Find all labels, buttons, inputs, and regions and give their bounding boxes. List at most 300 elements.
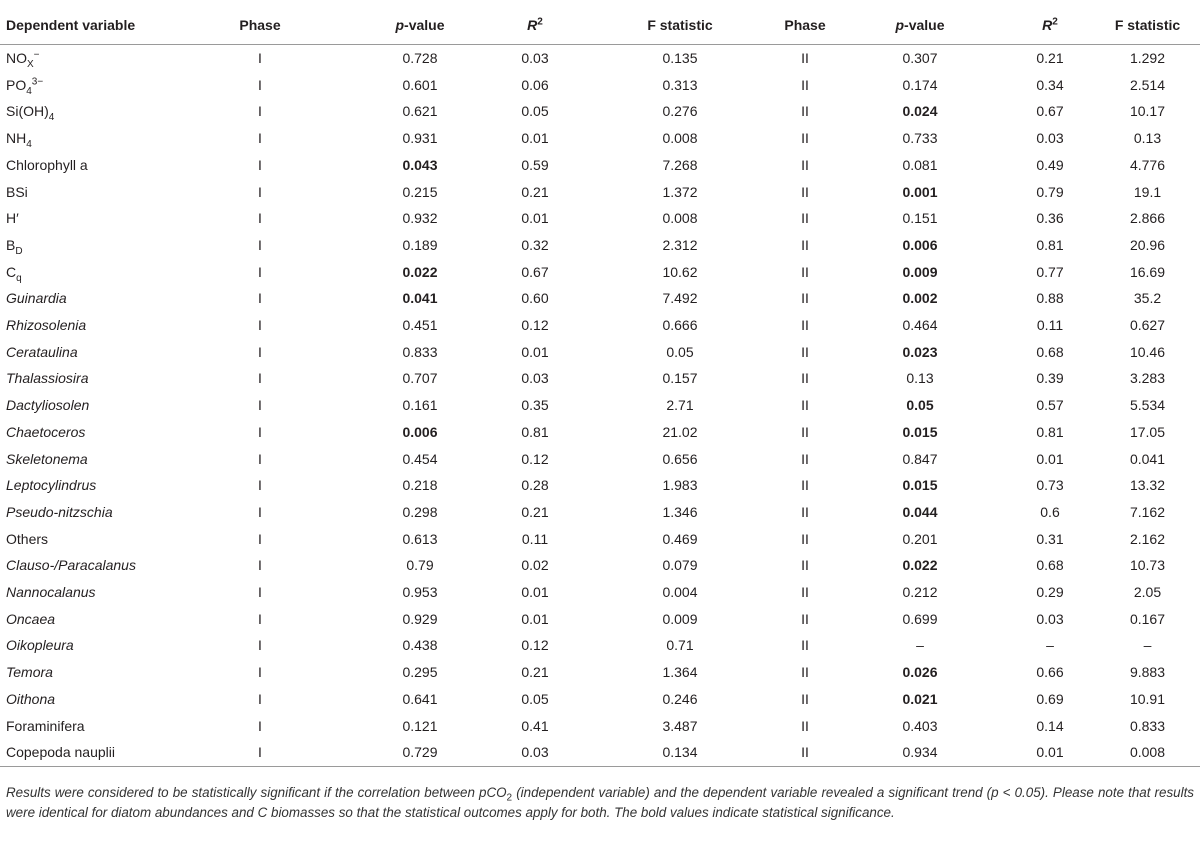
variable-subscript: q [16, 272, 22, 284]
cell-r2-1: 0.01 [521, 210, 549, 227]
header-f-statistic-1: F statistic [585, 6, 775, 45]
table-row [0, 552, 1200, 579]
cell-p-value-2: 0.009 [902, 263, 938, 280]
header-phase-1: Phase [165, 6, 355, 45]
cell-dependent-variable [0, 686, 165, 713]
cell-f-statistic-1: 0.008 [662, 130, 698, 147]
cell-r2-1: 0.41 [521, 717, 549, 734]
cell-p-value-1: 0.218 [402, 477, 438, 494]
header-row [0, 6, 1200, 45]
cell-r2-1: 0.11 [521, 530, 549, 547]
cell-r2-2: – [1046, 637, 1054, 654]
cell-p-value-2: 0.174 [902, 76, 938, 93]
variable-name: Oikopleura [6, 637, 74, 654]
cell-r2-2: 0.68 [1036, 557, 1064, 574]
cell-phase-1: I [258, 156, 262, 173]
header-p-value-1: p-value [355, 6, 485, 45]
table-row [0, 713, 1200, 740]
table-row [0, 98, 1200, 125]
cell-phase-1: I [258, 637, 262, 654]
cell-p-value-2: 0.151 [902, 210, 938, 227]
cell-f-statistic-1: 0.313 [662, 76, 698, 93]
variable-name: Chlorophyll a [6, 156, 88, 173]
cell-phase-1: I [258, 317, 262, 334]
cell-p-value-2: 0.081 [902, 156, 938, 173]
cell-r2-1: 0.05 [521, 690, 549, 707]
cell-phase-2: II [801, 690, 809, 707]
table-row [0, 125, 1200, 152]
cell-phase-2: II [801, 183, 809, 200]
table-row [0, 285, 1200, 312]
cell-f-statistic-2: 10.91 [1129, 690, 1166, 707]
cell-p-value-1: 0.043 [402, 156, 438, 173]
cell-phase-1: I [258, 530, 262, 547]
cell-p-value-2: 0.05 [906, 397, 934, 414]
cell-f-statistic-2: 0.041 [1129, 450, 1166, 467]
table-row [0, 45, 1200, 72]
cell-r2-1: 0.28 [521, 477, 549, 494]
variable-name: Cerataulina [6, 343, 78, 360]
variable-name: Rhizosolenia [6, 317, 87, 334]
variable-name: B [6, 236, 16, 253]
cell-phase-1: I [258, 210, 262, 227]
cell-dependent-variable [0, 125, 165, 152]
cell-phase-1: I [258, 717, 262, 734]
cell-r2-2: 0.69 [1036, 690, 1064, 707]
variable-name: Oithona [6, 690, 56, 707]
variable-name: Guinardia [6, 290, 67, 307]
cell-phase-2: II [801, 317, 809, 334]
cell-f-statistic-1: 0.079 [662, 557, 698, 574]
cell-f-statistic-2: 5.534 [1129, 397, 1166, 414]
table-body [0, 45, 1200, 767]
cell-phase-2: II [801, 664, 809, 681]
cell-p-value-1: 0.295 [402, 664, 438, 681]
variable-superscript: − [33, 49, 40, 61]
table-row [0, 419, 1200, 446]
variable-name: Foraminifera [6, 717, 85, 734]
cell-phase-1: I [258, 477, 262, 494]
variable-name: Leptocylindrus [6, 477, 97, 494]
cell-p-value-1: 0.438 [402, 637, 438, 654]
variable-name: C [6, 263, 17, 280]
cell-p-value-1: 0.454 [402, 450, 438, 467]
cell-phase-2: II [801, 450, 809, 467]
table-row [0, 446, 1200, 473]
cell-r2-1: 0.67 [521, 263, 549, 280]
cell-p-value-1: 0.641 [402, 690, 438, 707]
cell-p-value-1: 0.621 [402, 103, 438, 120]
cell-dependent-variable [0, 606, 165, 633]
cell-r2-1: 0.12 [521, 317, 549, 334]
cell-r2-2: 0.81 [1036, 423, 1064, 440]
table-row [0, 152, 1200, 179]
cell-p-value-2: 0.015 [902, 423, 938, 440]
cell-r2-2: 0.31 [1036, 530, 1064, 547]
cell-r2-2: 0.79 [1036, 183, 1064, 200]
header-dependent-variable: Dependent variable [0, 6, 165, 45]
cell-f-statistic-1: 0.004 [662, 584, 698, 601]
cell-f-statistic-2: 7.162 [1129, 503, 1166, 520]
cell-r2-2: 0.39 [1036, 370, 1064, 387]
table-row [0, 259, 1200, 286]
variable-name: Others [6, 530, 49, 547]
cell-dependent-variable [0, 259, 165, 286]
cell-dependent-variable [0, 552, 165, 579]
cell-p-value-1: 0.298 [402, 503, 438, 520]
cell-r2-2: 0.34 [1036, 76, 1064, 93]
cell-p-value-2: 0.026 [902, 664, 938, 681]
table-row [0, 526, 1200, 553]
variable-name: NO [6, 50, 27, 66]
table-row [0, 72, 1200, 99]
cell-p-value-1: 0.121 [402, 717, 438, 734]
cell-f-statistic-1: 3.487 [662, 717, 698, 734]
cell-phase-2: II [801, 130, 809, 147]
cell-phase-2: II [801, 557, 809, 574]
cell-f-statistic-1: 7.268 [662, 156, 698, 173]
cell-phase-1: I [258, 423, 262, 440]
cell-phase-2: II [801, 397, 809, 414]
cell-p-value-1: 0.953 [402, 584, 438, 601]
cell-r2-2: 0.11 [1036, 317, 1064, 334]
cell-f-statistic-1: 0.276 [662, 103, 698, 120]
cell-f-statistic-2: 0.167 [1129, 610, 1166, 627]
cell-p-value-1: 0.932 [402, 210, 438, 227]
cell-p-value-2: 0.733 [902, 130, 938, 147]
cell-phase-1: I [258, 183, 262, 200]
cell-f-statistic-1: 0.71 [666, 637, 694, 654]
cell-r2-2: 0.88 [1036, 290, 1064, 307]
cell-f-statistic-1: 21.02 [662, 423, 698, 440]
cell-r2-1: 0.12 [521, 450, 549, 467]
cell-f-statistic-2: 2.05 [1133, 584, 1162, 601]
cell-f-statistic-2: 35.2 [1133, 290, 1162, 307]
cell-f-statistic-1: 0.246 [662, 690, 698, 707]
cell-r2-2: 0.67 [1036, 103, 1064, 120]
cell-dependent-variable [0, 72, 165, 99]
variable-name: Si(OH) [6, 103, 49, 120]
cell-phase-1: I [258, 690, 262, 707]
cell-r2-1: 0.59 [521, 156, 549, 173]
cell-r2-1: 0.12 [521, 637, 549, 654]
cell-dependent-variable [0, 312, 165, 339]
variable-subscript: 4 [26, 138, 32, 150]
table-row [0, 499, 1200, 526]
variable-name: Nannocalanus [6, 584, 96, 601]
table-row [0, 579, 1200, 606]
table-row [0, 312, 1200, 339]
table-row [0, 472, 1200, 499]
cell-f-statistic-1: 0.008 [662, 210, 698, 227]
cell-p-value-1: 0.161 [402, 397, 438, 414]
cell-phase-1: I [258, 450, 262, 467]
cell-phase-1: I [258, 664, 262, 681]
cell-f-statistic-1: 2.312 [662, 236, 698, 253]
cell-r2-1: 0.35 [521, 397, 549, 414]
table-row [0, 659, 1200, 686]
table-row [0, 686, 1200, 713]
variable-superscript: 3− [31, 76, 44, 88]
cell-r2-1: 0.32 [521, 236, 549, 253]
cell-r2-1: 0.01 [521, 130, 549, 147]
cell-r2-1: 0.01 [521, 584, 549, 601]
cell-r2-1: 0.21 [521, 503, 549, 520]
cell-p-value-2: 0.464 [902, 317, 938, 334]
table-row [0, 205, 1200, 232]
cell-r2-1: 0.03 [485, 739, 585, 766]
cell-phase-2: II [801, 503, 809, 520]
variable-name: BSi [6, 183, 28, 200]
cell-f-statistic-1: 1.364 [662, 664, 698, 681]
cell-f-statistic-1: 1.983 [662, 477, 698, 494]
cell-f-statistic-1: 0.157 [662, 370, 698, 387]
variable-name: Temora [6, 664, 53, 681]
cell-p-value-1: 0.189 [402, 236, 438, 253]
cell-f-statistic-2: 4.776 [1129, 156, 1166, 173]
table-row [0, 392, 1200, 419]
cell-p-value-2: 0.934 [835, 739, 1005, 766]
cell-phase-2: II [801, 50, 809, 66]
cell-r2-2: 0.21 [1036, 50, 1064, 66]
cell-phase-2: II [801, 236, 809, 253]
cell-dependent-variable [0, 285, 165, 312]
cell-dependent-variable [0, 499, 165, 526]
cell-phase-2: II [801, 423, 809, 440]
cell-f-statistic-2: 2.514 [1129, 76, 1166, 93]
cell-r2-2: 0.36 [1036, 210, 1064, 227]
header-r2-1: $R^2$ [485, 6, 585, 45]
cell-r2-2: 0.66 [1036, 664, 1064, 681]
cell-p-value-2: 0.024 [902, 103, 938, 120]
cell-r2-1: 0.03 [521, 50, 549, 66]
footnote-subscript: 2 [506, 792, 513, 804]
variable-subscript: 4 [26, 85, 32, 97]
cell-phase-2: II [801, 637, 809, 654]
cell-phase-1: I [258, 610, 262, 627]
cell-phase-1: I [258, 370, 262, 387]
cell-p-value-1: 0.022 [402, 263, 438, 280]
header-phase-2: Phase [775, 6, 835, 45]
cell-f-statistic-1: 0.05 [666, 343, 694, 360]
cell-f-statistic-1: 0.469 [662, 530, 698, 547]
table-row [0, 632, 1200, 659]
cell-dependent-variable [0, 579, 165, 606]
cell-dependent-variable [0, 179, 165, 206]
cell-p-value-2: 0.044 [902, 503, 938, 520]
cell-dependent-variable [0, 713, 165, 740]
cell-f-statistic-2: 0.008 [1095, 739, 1200, 766]
cell-r2-2: 0.29 [1036, 584, 1064, 601]
cell-r2-2: 0.49 [1036, 156, 1064, 173]
cell-phase-2: II [801, 343, 809, 360]
cell-p-value-2: 0.002 [902, 290, 938, 307]
variable-name: Dactyliosolen [6, 397, 90, 414]
cell-p-value-2: 0.006 [902, 236, 938, 253]
cell-p-value-2: 0.001 [902, 183, 938, 200]
cell-f-statistic-2: 0.627 [1129, 317, 1166, 334]
cell-f-statistic-2: – [1143, 637, 1152, 654]
variable-subscript: D [15, 245, 23, 257]
cell-phase-2: II [801, 584, 809, 601]
variable-name: Oncaea [6, 610, 56, 627]
table-row [0, 606, 1200, 633]
cell-f-statistic-1: 0.135 [662, 50, 698, 66]
table-row [0, 179, 1200, 206]
variable-name: Pseudo-nitzschia [6, 503, 113, 520]
cell-phase-1: I [258, 236, 262, 253]
cell-f-statistic-2: 19.1 [1133, 183, 1162, 200]
cell-r2-1: 0.06 [521, 76, 549, 93]
variable-name: Clauso-/Paracalanus [6, 557, 136, 574]
variable-name: PO [6, 76, 27, 93]
header-f-statistic-2: F statistic [1095, 6, 1200, 45]
cell-p-value-1: 0.613 [402, 530, 438, 547]
cell-dependent-variable [0, 526, 165, 553]
cell-phase-1: I [258, 263, 262, 280]
cell-f-statistic-1: 7.492 [662, 290, 698, 307]
cell-p-value-2: – [916, 637, 924, 654]
cell-phase-1: I [258, 343, 262, 360]
cell-dependent-variable [0, 152, 165, 179]
cell-r2-2: 0.03 [1036, 610, 1064, 627]
cell-f-statistic-2: 10.46 [1129, 343, 1166, 360]
cell-r2-2: 0.81 [1036, 236, 1064, 253]
cell-f-statistic-1: 1.372 [662, 183, 698, 200]
cell-dependent-variable [0, 365, 165, 392]
variable-subscript: X [27, 58, 34, 70]
cell-p-value-2: 0.212 [902, 584, 938, 601]
cell-r2-2: 0.03 [1036, 130, 1064, 147]
cell-p-value-2: 0.307 [902, 50, 938, 66]
cell-f-statistic-2: 0.833 [1129, 717, 1166, 734]
cell-r2-1: 0.03 [521, 370, 549, 387]
cell-phase-1: I [258, 557, 262, 574]
cell-p-value-1: 0.929 [402, 610, 438, 627]
cell-r2-1: 0.60 [521, 290, 549, 307]
cell-phase-1: I [258, 50, 262, 66]
cell-r2-2: 0.68 [1036, 343, 1064, 360]
cell-p-value-1: 0.833 [402, 343, 438, 360]
cell-f-statistic-1: 2.71 [666, 397, 694, 414]
table-row [0, 232, 1200, 259]
variable-name: NH [6, 130, 27, 147]
variable-name: Skeletonema [6, 450, 88, 467]
cell-phase-2: II [801, 370, 809, 387]
cell-r2-2: 0.6 [1040, 503, 1060, 520]
cell-f-statistic-1: 0.666 [662, 317, 698, 334]
cell-p-value-1: 0.931 [402, 130, 438, 147]
cell-dependent-variable [0, 339, 165, 366]
cell-phase-2: II [801, 610, 809, 627]
cell-p-value-2: 0.022 [902, 557, 938, 574]
cell-phase-1: I [258, 290, 262, 307]
cell-p-value-1: 0.707 [402, 370, 438, 387]
cell-f-statistic-2: 16.69 [1129, 263, 1166, 280]
cell-phase-2: II [801, 210, 809, 227]
cell-phase-2: II [801, 103, 809, 120]
cell-r2-2: 0.57 [1036, 397, 1064, 414]
cell-f-statistic-2: 0.13 [1133, 130, 1162, 147]
cell-dependent-variable [0, 419, 165, 446]
cell-f-statistic-2: 3.283 [1129, 370, 1166, 387]
cell-r2-1: 0.21 [521, 664, 549, 681]
cell-phase-1: I [165, 739, 355, 766]
cell-dependent-variable [0, 45, 165, 72]
cell-phase-1: I [258, 103, 262, 120]
table-footnote [6, 783, 1194, 822]
variable-name: Copepoda nauplii [6, 744, 115, 761]
cell-f-statistic-2: 10.17 [1129, 103, 1166, 120]
cell-f-statistic-2: 2.866 [1129, 210, 1166, 227]
variable-name: H′ [6, 210, 19, 227]
cell-dependent-variable [0, 472, 165, 499]
statistics-table [0, 6, 1200, 767]
cell-p-value-2: 0.403 [902, 717, 938, 734]
footnote-text-2: (independent variable) and the dependent variable revealed a significant trend (p < 0.05). Please note that results were identical for diatom abundances and C biomasses so that the statistical outcomes apply for both. The bold values indicate statistical significance. [6, 785, 1194, 820]
cell-dependent-variable [0, 659, 165, 686]
cell-phase-1: I [258, 76, 262, 93]
cell-phase-1: I [258, 130, 262, 147]
cell-f-statistic-2: 10.73 [1129, 557, 1166, 574]
cell-p-value-1: 0.451 [402, 317, 438, 334]
cell-r2-2: 0.01 [1005, 739, 1095, 766]
cell-dependent-variable [0, 739, 165, 766]
cell-dependent-variable [0, 446, 165, 473]
cell-p-value-1: 0.79 [406, 557, 434, 574]
header-p-letter: p [395, 17, 405, 33]
cell-dependent-variable [0, 98, 165, 125]
cell-phase-2: II [801, 76, 809, 93]
cell-dependent-variable [0, 632, 165, 659]
cell-r2-2: 0.77 [1036, 263, 1064, 280]
cell-p-value-2: 0.13 [906, 370, 934, 387]
cell-r2-1: 0.01 [521, 343, 549, 360]
cell-dependent-variable [0, 232, 165, 259]
cell-phase-2: II [801, 156, 809, 173]
cell-p-value-1: 0.215 [402, 183, 438, 200]
variable-subscript: 4 [48, 112, 55, 124]
cell-r2-1: 0.02 [521, 557, 549, 574]
cell-p-value-1: 0.041 [402, 290, 438, 307]
cell-f-statistic-2: 17.05 [1129, 423, 1166, 440]
cell-phase-1: I [258, 503, 262, 520]
cell-phase-1: I [258, 397, 262, 414]
cell-f-statistic-1: 1.346 [662, 503, 698, 520]
cell-r2-1: 0.81 [521, 423, 549, 440]
cell-r2-1: 0.05 [521, 103, 549, 120]
cell-r2-2: 0.01 [1036, 450, 1064, 467]
cell-f-statistic-1: 10.62 [662, 263, 698, 280]
table-row [0, 339, 1200, 366]
cell-phase-2: II [801, 530, 809, 547]
cell-f-statistic-2: 1.292 [1129, 50, 1166, 66]
cell-phase-2: II [801, 290, 809, 307]
cell-f-statistic-1: 0.134 [585, 739, 775, 766]
cell-dependent-variable [0, 392, 165, 419]
cell-dependent-variable [0, 205, 165, 232]
cell-p-value-1: 0.006 [402, 423, 438, 440]
cell-f-statistic-2: 2.162 [1129, 530, 1166, 547]
cell-p-value-1: 0.728 [402, 50, 438, 66]
cell-f-statistic-1: 0.009 [662, 610, 698, 627]
cell-r2-2: 0.14 [1036, 717, 1064, 734]
cell-p-value-2: 0.847 [902, 450, 938, 467]
table-row [0, 365, 1200, 392]
header-r2-2: $R^2$ [1005, 6, 1095, 45]
cell-p-value-2: 0.699 [902, 610, 938, 627]
cell-phase-2: II [801, 263, 809, 280]
